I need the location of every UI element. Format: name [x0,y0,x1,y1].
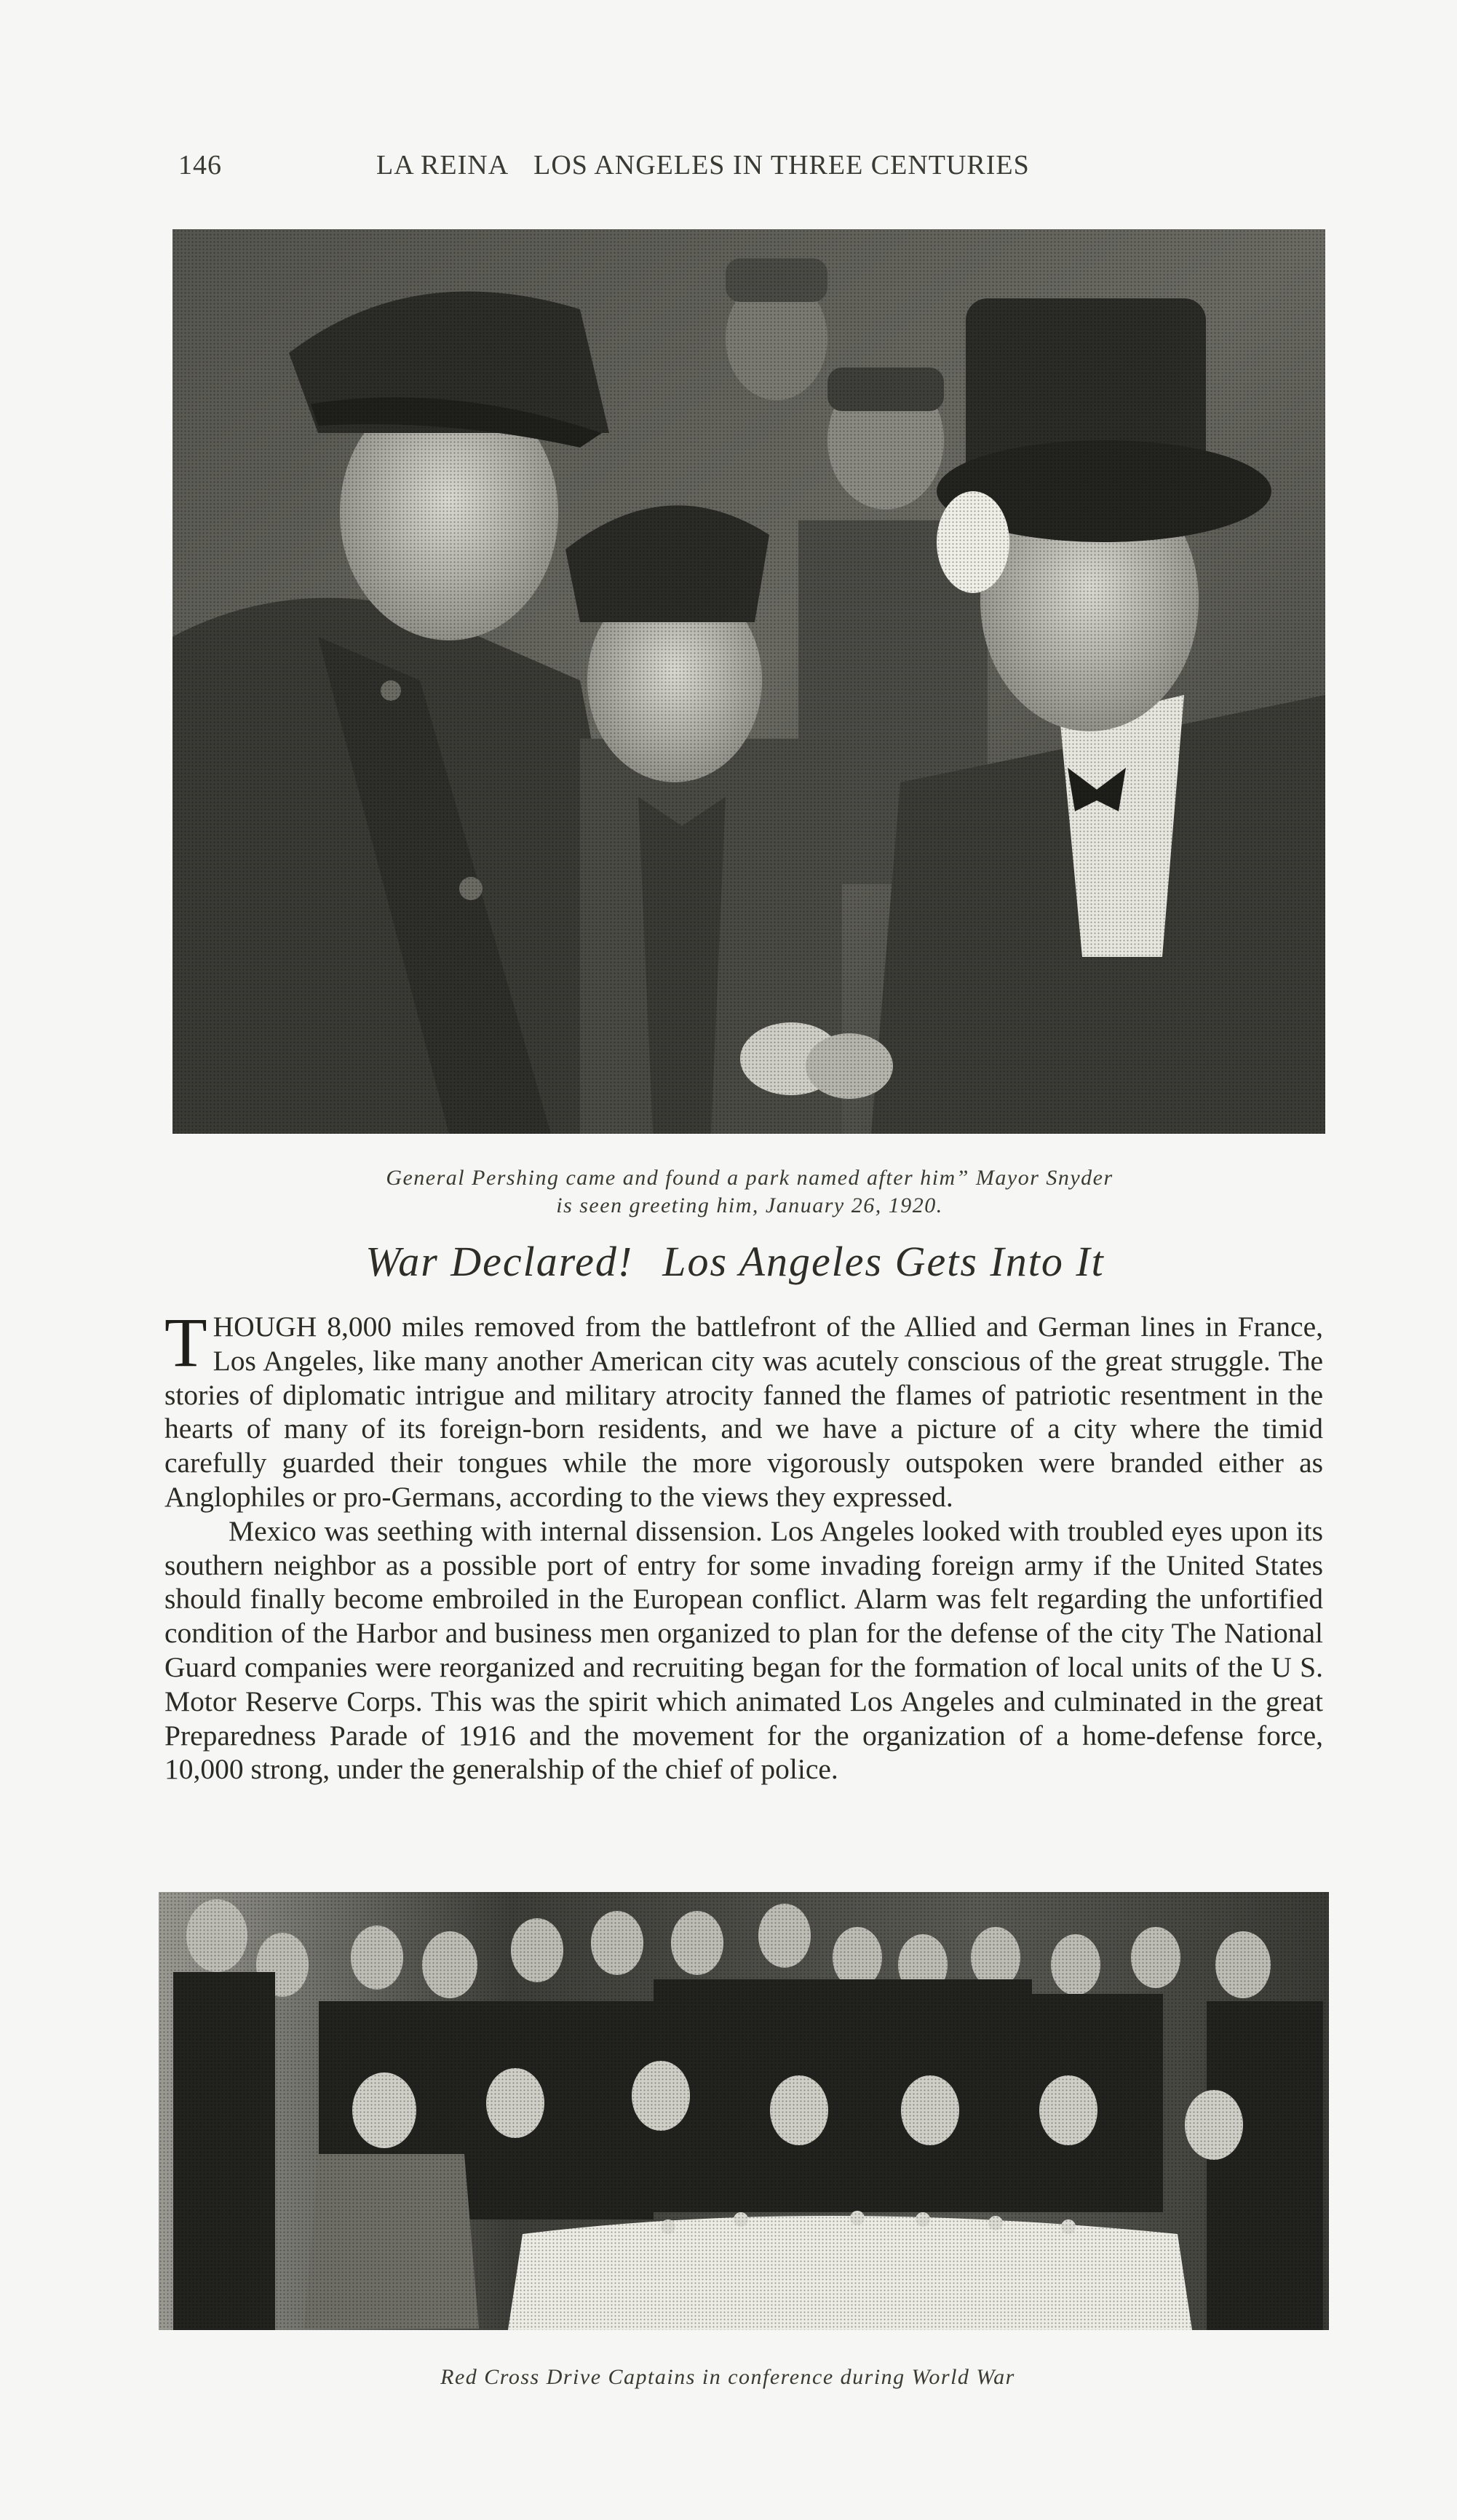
caption-line: is seen greeting him, January 26, 1920. [556,1193,943,1217]
paragraph: Mexico was seething with internal dissension. Los Angeles looked with troubled eyes upon its southern neighbor as a possible port of entry for some invading foreign army if the United States should finally become embroiled in the European conflict. Alarm was felt regarding the unfortified condition of the Harbor and business men organized to plan for the defense of the city The National Guard companies were reorganized and recruiting began for the formation of local units of the U S. Motor Reserve Corps. This was the spirit which animated Los Angeles and culminated in the great Preparedness Parade of 1916 and the movement for the organization of a home-defense force, 10,000 strong, under the generalship of the chief of police. [164,1514,1323,1786]
photo-pershing-snyder-image [172,229,1325,1134]
drop-cap: T [164,1303,207,1381]
paragraph-text: 8,000 miles removed from the battlefront of the Allied and German lines in France, Los Angeles, like many another American city was acutely conscious of the great struggle. The stories of diplomatic intrigue and military atrocity fanned the flames of patriotic resentment in the hearts of many of its foreign-born residents, and we have a picture of a city where the timid carefully guarded their tongues while the more vigorously outspoken were branded either as Anglophiles or pro-Germans, according to the views they expressed. [164,1311,1323,1513]
article-body [164,1303,1323,1786]
paragraph [164,1303,1323,1514]
headline-part: War Declared! [365,1238,634,1285]
caption-line: General Pershing came and found a park named after him” Mayor Snyder [386,1166,1113,1190]
book-title [376,149,1030,181]
photo-red-cross-captains-image [159,1892,1329,2330]
book-title-subtitle: LOS ANGELES IN THREE CENTURIES [533,150,1030,180]
photo-red-cross-captains [159,1892,1329,2330]
headline-part: Los Angeles Gets Into It [662,1238,1105,1285]
book-title-main: LA REINA [376,150,509,180]
article-headline [218,1237,1252,1286]
lead-in: HOUGH [213,1311,317,1343]
page-number: 146 [178,150,222,180]
photo-caption-top [262,1164,1237,1220]
photo-pershing-snyder [172,229,1325,1134]
photo-caption-bottom: Red Cross Drive Captains in conference during World War [440,2365,1015,2389]
